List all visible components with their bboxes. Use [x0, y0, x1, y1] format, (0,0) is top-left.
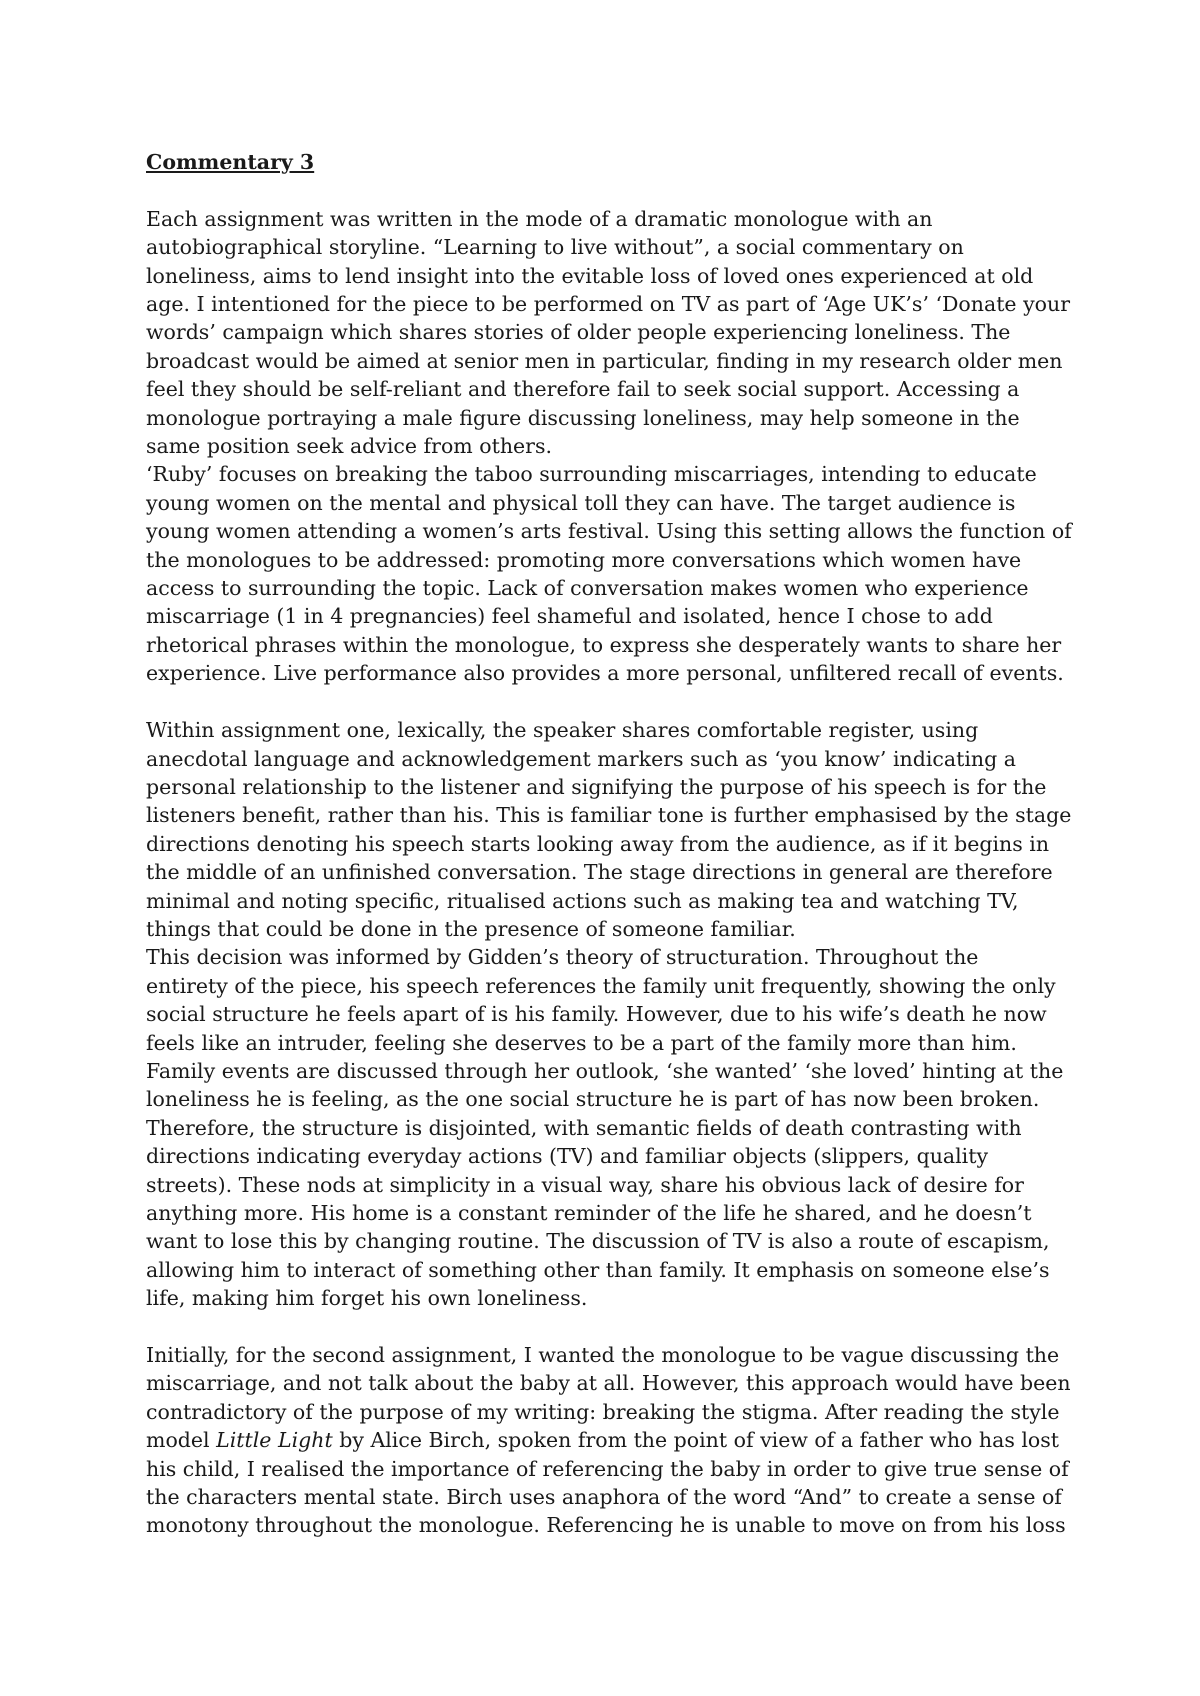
text-line: directions indicating everyday actions (TV) and familiar objects (slippers, quality	[146, 1144, 989, 1169]
text-segment: model	[146, 1428, 217, 1453]
text-line: broadcast would be aimed at senior men in particular, finding in my research older men	[146, 348, 1063, 373]
text-line: same position seek advice from others.	[146, 434, 552, 459]
text-line: access to surrounding the topic. Lack of conversation makes women who experience	[146, 576, 1029, 601]
paragraph-4	[146, 943, 1076, 1312]
text-line: contradictory of the purpose of my writing: breaking the stigma. After reading the style	[146, 1399, 1060, 1424]
paragraph-2	[146, 460, 1076, 687]
work-title: Little Light	[216, 1428, 333, 1453]
text-line: monotony throughout the monologue. Referencing he is unable to move on from his loss	[146, 1513, 1066, 1538]
text-line: young women on the mental and physical toll they can have. The target audience is	[146, 490, 1016, 515]
text-line: feel they should be self-reliant and therefore fail to seek social support. Accessing a	[146, 377, 1020, 402]
text-line: monologue portraying a male figure discussing loneliness, may help someone in the	[146, 405, 1020, 430]
text-line: young women attending a women’s arts festival. Using this setting allows the function of	[146, 519, 1072, 544]
text-line: his child, I realised the importance of referencing the baby in order to give true sense of	[146, 1456, 1069, 1481]
text-line: entirety of the piece, his speech references the family unit frequently, showing the only	[146, 973, 1056, 998]
text-line: loneliness, aims to lend insight into the evitable loss of loved ones experienced at old	[146, 263, 1034, 288]
text-line: social structure he feels apart of is his family. However, due to his wife’s death he now	[146, 1002, 1047, 1027]
text-line: miscarriage (1 in 4 pregnancies) feel shameful and isolated, hence I chose to add	[146, 604, 993, 629]
text-line: life, making him forget his own loneliness.	[146, 1286, 588, 1311]
text-segment: by Alice Birch, spoken from the point of view of a father who has lost	[332, 1428, 1060, 1453]
paragraph-spacer	[146, 1313, 1076, 1341]
text-line: listeners benefit, rather than his. This is familiar tone is further emphasised by the stage	[146, 803, 1072, 828]
paragraph-3	[146, 716, 1076, 943]
text-line: the characters mental state. Birch uses anaphora of the word “And” to create a sense of	[146, 1485, 1062, 1510]
paragraph-spacer	[146, 688, 1076, 716]
text-line: streets). These nods at simplicity in a visual way, share his obvious lack of desire for	[146, 1172, 1024, 1197]
text-line: anything more. His home is a constant reminder of the life he shared, and he doesn’t	[146, 1201, 1032, 1225]
paragraph-1	[146, 205, 1076, 461]
text-line: Family events are discussed through her outlook, ‘she wanted’ ‘she loved’ hinting at the	[146, 1058, 1064, 1083]
text-line: autobiographical storyline. “Learning to live without”, a social commentary on	[146, 235, 964, 260]
text-line: Within assignment one, lexically, the speaker shares comfortable register, using	[146, 718, 979, 743]
text-line: ‘Ruby’ focuses on breaking the taboo surrounding miscarriages, intending to educate	[146, 462, 1037, 487]
text-line: allowing him to interact of something other than family. It emphasis on someone else’s	[146, 1257, 1050, 1282]
document-title: Commentary 3	[146, 150, 315, 174]
text-line-with-title	[146, 1426, 1076, 1454]
text-line: the monologues to be addressed: promoting more conversations which women have	[146, 547, 1022, 572]
text-line: minimal and noting specific, ritualised actions such as making tea and watching TV,	[146, 888, 1019, 913]
text-line: the middle of an unfinished conversation. The stage directions in general are therefore	[146, 860, 1053, 885]
text-line: feels like an intruder, feeling she deserves to be a part of the family more than him.	[146, 1030, 1017, 1055]
text-line: Initially, for the second assignment, I wanted the monologue to be vague discussing the	[146, 1343, 1060, 1368]
text-line: This decision was informed by Gidden’s theory of structuration. Throughout the	[146, 945, 979, 970]
text-line: experience. Live performance also provides a more personal, unfiltered recall of events.	[146, 661, 1064, 686]
text-line: loneliness he is feeling, as the one social structure he is part of has now been broken.	[146, 1087, 1040, 1112]
paragraph-5	[146, 1341, 1076, 1540]
text-line: things that could be done in the presence of someone familiar.	[146, 916, 796, 941]
text-line: words’ campaign which shares stories of older people experiencing loneliness. The	[146, 320, 1011, 345]
text-line: Each assignment was written in the mode of a dramatic monologue with an	[146, 206, 933, 231]
text-line: personal relationship to the listener and signifying the purpose of his speech is for the	[146, 774, 1047, 799]
text-line: rhetorical phrases within the monologue, to express she desperately wants to share her	[146, 632, 1062, 657]
text-line: age. I intentioned for the piece to be performed on TV as part of ‘Age UK’s’ ‘Donate your	[146, 292, 1071, 317]
text-line: want to lose this by changing routine. The discussion of TV is also a route of escapism,	[146, 1229, 1050, 1254]
text-line: anecdotal language and acknowledgement markers such as ‘you know’ indicating a	[146, 746, 1016, 771]
text-line: directions denoting his speech starts looking away from the audience, as if it begins in	[146, 831, 1050, 856]
text-line: Therefore, the structure is disjointed, with semantic fields of death contrasting with	[146, 1115, 1022, 1140]
text-line: miscarriage, and not talk about the baby at all. However, this approach would have been	[146, 1371, 1071, 1396]
document-page	[146, 148, 1076, 1540]
